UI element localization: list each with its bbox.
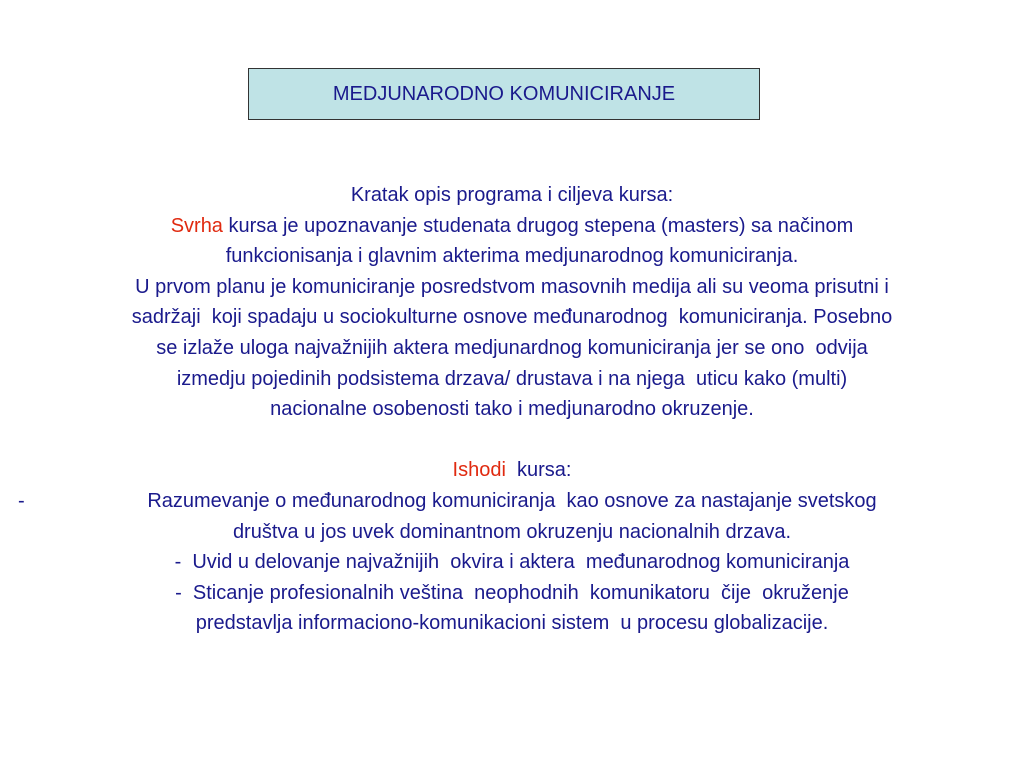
slide-title: MEDJUNARODNO KOMUNICIRANJE <box>332 82 676 105</box>
paragraph-line-4: izmedju pojedinih podsistema drzava/ drustava i na njega uticu kako (multi) <box>176 367 848 390</box>
paragraph-line-3: se izlaže uloga najvažnijih aktera medjunardnog komuniciranja jer se ono odvija <box>156 336 868 359</box>
paragraph-line-1: U prvom planu je komuniciranje posredstvom masovnih medija ali su veoma prisutni i <box>135 275 889 298</box>
outcome-item-1-text: Razumevanje o međunarodnog komuniciranja kao osnove za nastajanje svetskog <box>147 489 877 512</box>
svrha-line-2: funkcionisanja i glavnim akterima medjunarodnog komuniciranja. <box>225 245 799 268</box>
paragraph-line-2: sadržaji koji spadaju u sociokulturne osnove međunarodnog komuniciranja. Posebno <box>131 306 893 329</box>
spacer <box>0 425 1024 456</box>
outcome-item-2: - Uvid u delovanje najvažnijih okvira i aktera međunarodnog komuniciranja <box>174 551 850 574</box>
svrha-line-1 <box>0 211 1024 242</box>
svrha-label: Svrha <box>170 214 223 237</box>
outcome-item-3-line-2: predstavlja informaciono-komunikacioni sistem u procesu globalizacije. <box>195 612 829 635</box>
ishodi-label: Ishodi <box>452 459 506 482</box>
description-heading: Kratak opis programa i ciljeva kursa: <box>350 184 674 206</box>
slide-body <box>0 180 1024 639</box>
outcomes-heading <box>0 455 1024 486</box>
outcome-item-1-line-2: društva u jos uvek dominantnom okruzenju nacionalnih drzava. <box>232 520 792 543</box>
outcome-item-1-line-1 <box>0 486 1024 517</box>
svrha-line-1-text: kursa je upoznavanje studenata drugog stepena (masters) sa načinom <box>222 214 854 237</box>
paragraph-line-5: nacionalne osobenosti tako i medjunarodno okruzenje. <box>270 398 754 421</box>
outcomes-heading-text: kursa: <box>505 459 572 482</box>
title-box <box>248 68 760 120</box>
outcome-item-1-dash: - <box>18 489 25 512</box>
outcome-item-3-line-1: - Sticanje profesionalnih veština neophodnih komunikatoru čije okruženje <box>175 581 849 604</box>
